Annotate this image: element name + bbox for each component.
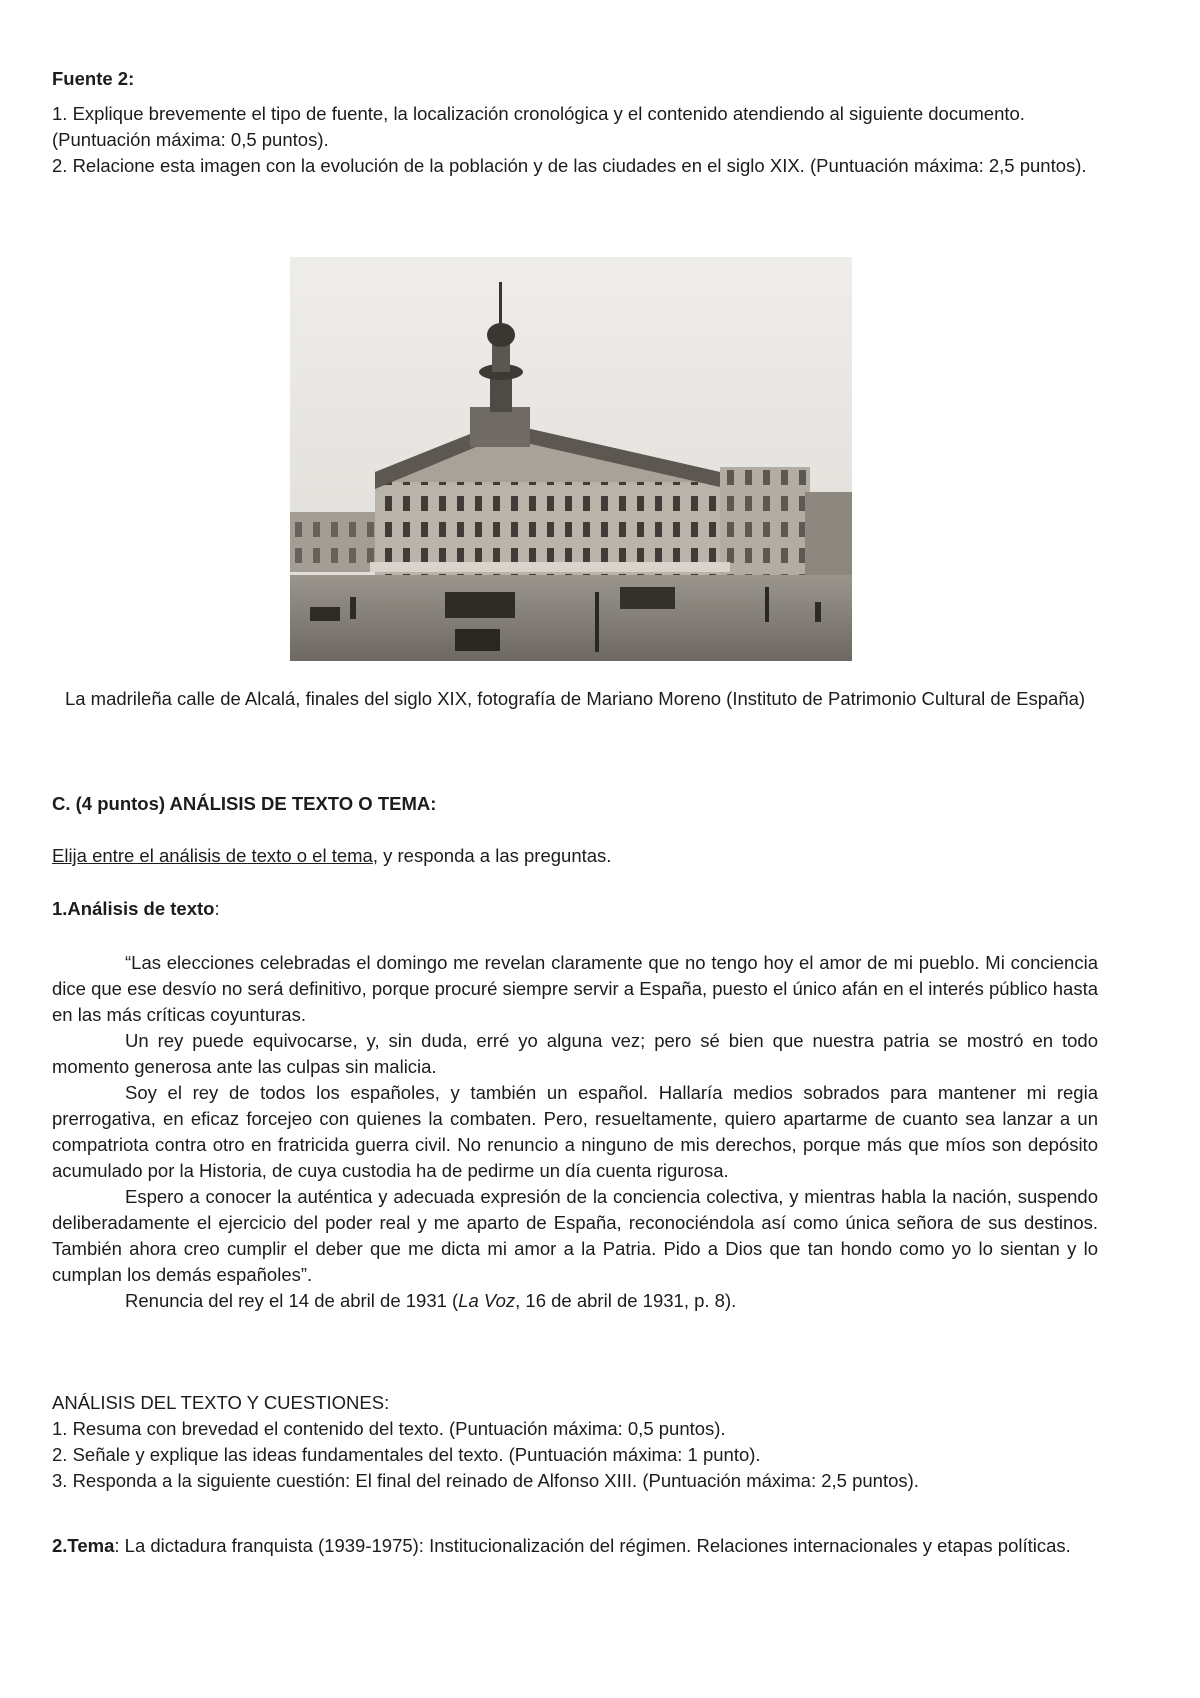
fuente-question-2: 2. Relacione esta imagen con la evolución de la población y de las ciudades en el siglo XIX. (Puntuación máxima: 2,5 puntos).	[52, 155, 1087, 176]
tema-text: : La dictadura franquista (1939-1975): Institucionalización del régimen. Relaciones internacionales y etapas políticas.	[114, 1535, 1071, 1556]
quote-source	[52, 1288, 1098, 1314]
quote-text	[52, 950, 1098, 1314]
instructions-underlined: Elija entre el análisis de texto o el tema	[52, 845, 373, 866]
source-prefix: Renuncia del rey el 14 de abril de 1931 (	[125, 1290, 459, 1311]
section-c-title: C. (4 puntos) ANÁLISIS DE TEXTO O TEMA:	[52, 793, 437, 814]
tema-label: 2.Tema	[52, 1535, 115, 1556]
analysis-heading	[52, 896, 1098, 922]
analysis-heading-colon: :	[214, 898, 220, 919]
cuestiones-title: ANÁLISIS DEL TEXTO Y CUESTIONES:	[52, 1392, 390, 1413]
cuestion-2: 2. Señale y explique las ideas fundamentales del texto. (Puntuación máxima: 1 punto).	[52, 1444, 761, 1465]
quote-paragraph-3: Soy el rey de todos los españoles, y también un español. Hallaría medios sobrados para mantener mi regia prerrogativa, en eficaz forcejeo con quienes la combaten. Pero, resueltamente, quiero apartarme de cuanto sea lanzar a un compatriota contra otro en fratricida guerra civil. No renuncio a ninguno de mis derechos, porque más que míos son depósito acumulado por la Historia, de cuya custodia ha de pedirme un día cuenta rigurosa.	[52, 1082, 1098, 1181]
source-suffix: , 16 de abril de 1931, p. 8).	[515, 1290, 737, 1311]
instructions-rest: , y responda a las preguntas.	[372, 845, 612, 866]
cuestiones-block	[52, 1390, 1098, 1494]
analysis-heading-label: 1.Análisis de texto	[52, 898, 215, 919]
cuestion-1: 1. Resuma con brevedad el contenido del texto. (Puntuación máxima: 0,5 puntos).	[52, 1418, 726, 1439]
cuestion-3: 3. Responda a la siguiente cuestión: El final del reinado de Alfonso XIII. (Puntuación máxima: 2,5 puntos).	[52, 1470, 919, 1491]
quote-paragraph-1: “Las elecciones celebradas el domingo me revelan claramente que no tengo hoy el amor de mi pueblo. Mi conciencia dice que ese desvío no será definitivo, porque procuré siempre servir a España, puesto el único afán en el interés público hasta en las más críticas coyunturas.	[52, 952, 1098, 1025]
image-caption: La madrileña calle de Alcalá, finales del siglo XIX, fotografía de Mariano Moreno (Instituto de Patrimonio Cultural de España)	[64, 688, 1086, 709]
instructions	[52, 843, 1098, 869]
quote-paragraph-4: Espero a conocer la auténtica y adecuada expresión de la conciencia colectiva, y mientras habla la nación, suspendo deliberadamente el ejercicio del poder real y me aparto de España, reconociéndola así como única señora de sus destinos. También ahora creo cumplir el deber que me dicta mi amor a la Patria. Pido a Dios que tan hondo como yo lo sientan y lo cumplan los demás españoles”.	[52, 1186, 1098, 1285]
quote-paragraph-2: Un rey puede equivocarse, y, sin duda, erré yo alguna vez; pero sé bien que nuestra patria se mostró en todo momento generosa ante las culpas sin malicia.	[52, 1030, 1098, 1077]
fuente-title: Fuente 2:	[52, 68, 135, 89]
tema-section	[52, 1533, 1098, 1559]
fuente-questions	[52, 101, 1098, 179]
source-newspaper: La Voz	[458, 1290, 516, 1311]
fuente-question-1: 1. Explique brevemente el tipo de fuente, la localización cronológica y el contenido atendiendo al siguiente documento. (Puntuación máxima: 0,5 puntos).	[52, 103, 1025, 150]
historical-photograph	[290, 257, 852, 661]
